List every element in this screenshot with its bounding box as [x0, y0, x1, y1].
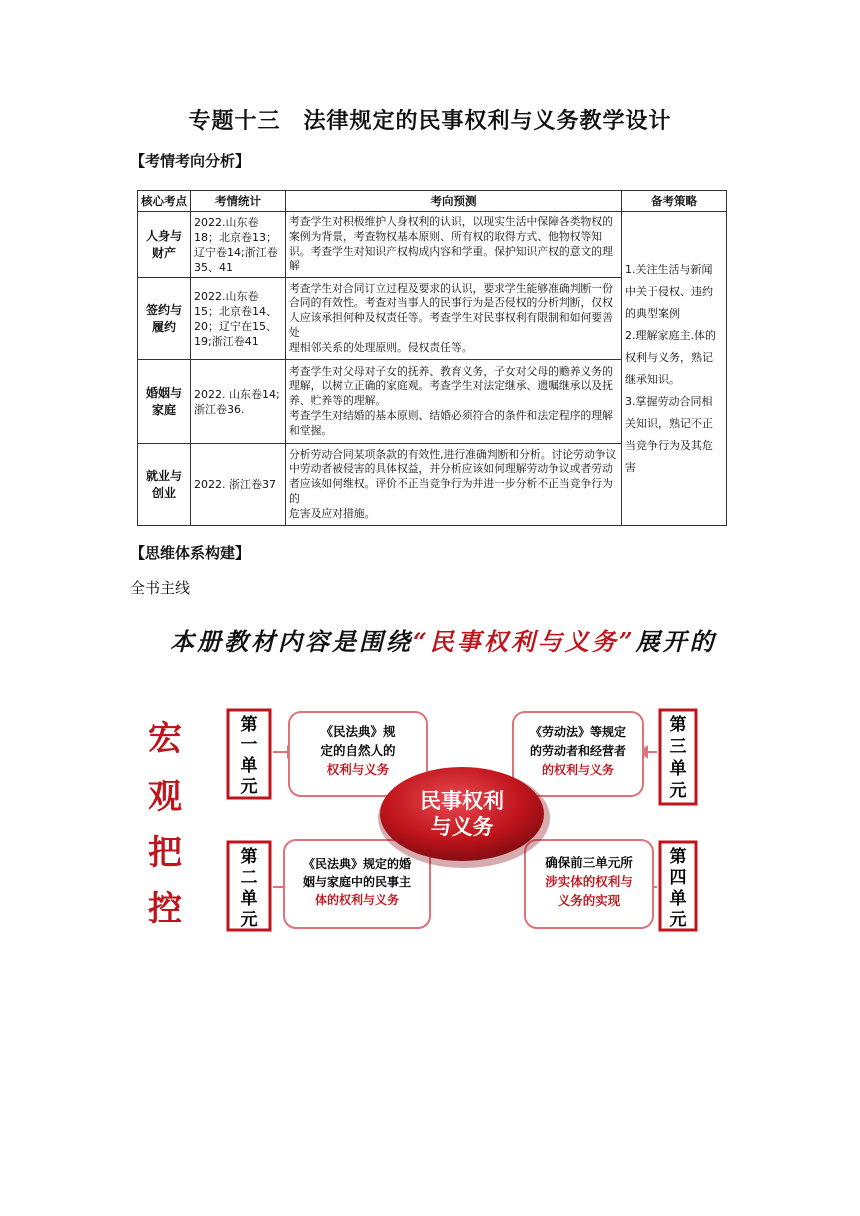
banner-part3: 展开的 — [635, 627, 717, 656]
svg-text:单: 单 — [669, 889, 687, 909]
section-heading-analysis: 【考情考向分析】 — [130, 152, 251, 170]
svg-text:确保前三单元所: 确保前三单元所 — [545, 855, 633, 870]
svg-text:第: 第 — [240, 847, 258, 867]
svg-text:定的自然人的: 定的自然人的 — [320, 743, 396, 758]
forecast-cell: 考查学生对合同订立过程及要求的认识，要求学生能够准确判断一份合同的有效性。考查对当事人的民事行为是否侵权的分析判断，仅权人应该承担何种及权责任等。考查学生对民事权利有限制和如何要善处 理相邻关系的处理原则。侵权责任等。 — [286, 278, 622, 360]
forecast-cell: 分析劳动合同某项条款的有效性,进行准确判断和分析。讨论劳动争议中劳动者被侵害的具体权益，并分析应该如何理解劳动争议或者劳动者应该如何维权。评价不正当竞争行为并进一步分析不正当竞争行为的 危害及应对措施。 — [286, 444, 622, 526]
svg-text:单: 单 — [669, 759, 687, 779]
banner-part1: 本册教材内容是围绕 — [170, 627, 413, 656]
table-header-row — [138, 191, 727, 212]
unit-box-4 — [525, 840, 653, 928]
unit-label-3 — [660, 710, 696, 804]
svg-text:第: 第 — [669, 715, 687, 735]
svg-text:一: 一 — [240, 735, 258, 755]
svg-text:第: 第 — [669, 847, 687, 867]
svg-text:单: 单 — [240, 756, 258, 776]
svg-text:第: 第 — [240, 715, 258, 735]
svg-text:四: 四 — [669, 868, 687, 888]
exam-analysis-table — [137, 190, 727, 526]
side-char: 观 — [148, 777, 182, 817]
side-title — [148, 719, 182, 929]
forecast-cell: 考查学生对积极维护人身权利的认识，以现实生活中保障各类物权的案例为背景，考查物权基本原则、所有权的取得方式、他物权等知识。考查学生对知识产权构成内容和学重。保护知识产权的意文的理解 — [286, 212, 622, 278]
stats-cell: 2022. 浙江卷37 — [191, 444, 286, 526]
stats-cell: 2022.山东卷15；北京卷14、20；辽宁在15、19;浙江卷41 — [191, 278, 286, 360]
svg-text:元: 元 — [240, 777, 258, 797]
table-header: 核心考点 — [138, 191, 191, 212]
svg-text:元: 元 — [240, 910, 258, 930]
unit-box-3 — [513, 712, 643, 796]
page-title: 专题十三 法律规定的民事权利与义务教学设计 — [188, 109, 672, 134]
svg-text:二: 二 — [240, 868, 258, 888]
stats-cell: 2022. 山东卷14;浙江卷36. — [191, 360, 286, 444]
table-row — [138, 212, 727, 278]
banner-part2: “民事权利与义务” — [413, 627, 636, 656]
topic-cell: 就业与 创业 — [138, 444, 191, 526]
side-char: 控 — [148, 889, 182, 929]
svg-text:三: 三 — [669, 737, 687, 757]
svg-text:与义务: 与义务 — [430, 815, 494, 839]
section-heading-system: 【思维体系构建】 — [130, 544, 251, 562]
unit-label-2 — [228, 842, 270, 930]
side-char: 宏 — [148, 719, 182, 759]
svg-text:《民法典》规: 《民法典》规 — [320, 724, 396, 739]
stats-cell: 2022.山东卷18；北京卷13；辽宁卷14;浙江卷35、41 — [191, 212, 286, 278]
table-header: 考情统计 — [191, 191, 286, 212]
svg-text:的权利与义务: 的权利与义务 — [541, 763, 615, 777]
side-char: 把 — [148, 833, 182, 873]
svg-text:的劳动者和经营者: 的劳动者和经营者 — [529, 744, 627, 758]
svg-text:元: 元 — [669, 910, 687, 930]
svg-text:元: 元 — [669, 781, 687, 801]
svg-text:涉实体的权利与: 涉实体的权利与 — [545, 874, 633, 889]
topic-cell: 签约与 履约 — [138, 278, 191, 360]
unit-label-1 — [228, 710, 270, 798]
table-header: 考向预测 — [286, 191, 622, 212]
unit-label-4 — [660, 842, 696, 930]
svg-text:义务的实现: 义务的实现 — [557, 893, 621, 908]
topic-cell: 婚姻与 家庭 — [138, 360, 191, 444]
svg-text:单: 单 — [240, 889, 258, 909]
topic-cell: 人身与 财产 — [138, 212, 191, 278]
banner-heading — [170, 622, 730, 657]
mainline-label: 全书主线 — [130, 579, 191, 597]
svg-text:权利与义务: 权利与义务 — [326, 762, 390, 777]
svg-text:姻与家庭中的民事主: 姻与家庭中的民事主 — [302, 875, 412, 889]
svg-text:民事权利: 民事权利 — [420, 789, 504, 813]
mind-map-diagram — [140, 700, 710, 940]
svg-text:《劳动法》等规定: 《劳动法》等规定 — [529, 725, 627, 739]
svg-text:体的权利与义务: 体的权利与义务 — [314, 893, 400, 907]
table-header: 备考策略 — [622, 191, 727, 212]
strategy-cell: 1.关注生活与新闻中关于侵权、违约的典型案例 2.理解家庭主.体的权利与义务，熟记继承知识。 3.掌握劳动合同相关知识，熟记不正当竞争行为及其危害 — [622, 212, 727, 526]
svg-text:《民法典》规定的婚: 《民法典》规定的婚 — [302, 857, 412, 871]
forecast-cell: 考查学生对父母对子女的抚养、教育义务，子女对父母的赡养义务的理解，以树立正确的家庭观。考查学生对法定继承、遗嘱继承以及抚养、贮养等的理解。 考查学生对结婚的基本原则、结婚必须符合的条件和法定程序的理解和堂握。 — [286, 360, 622, 444]
